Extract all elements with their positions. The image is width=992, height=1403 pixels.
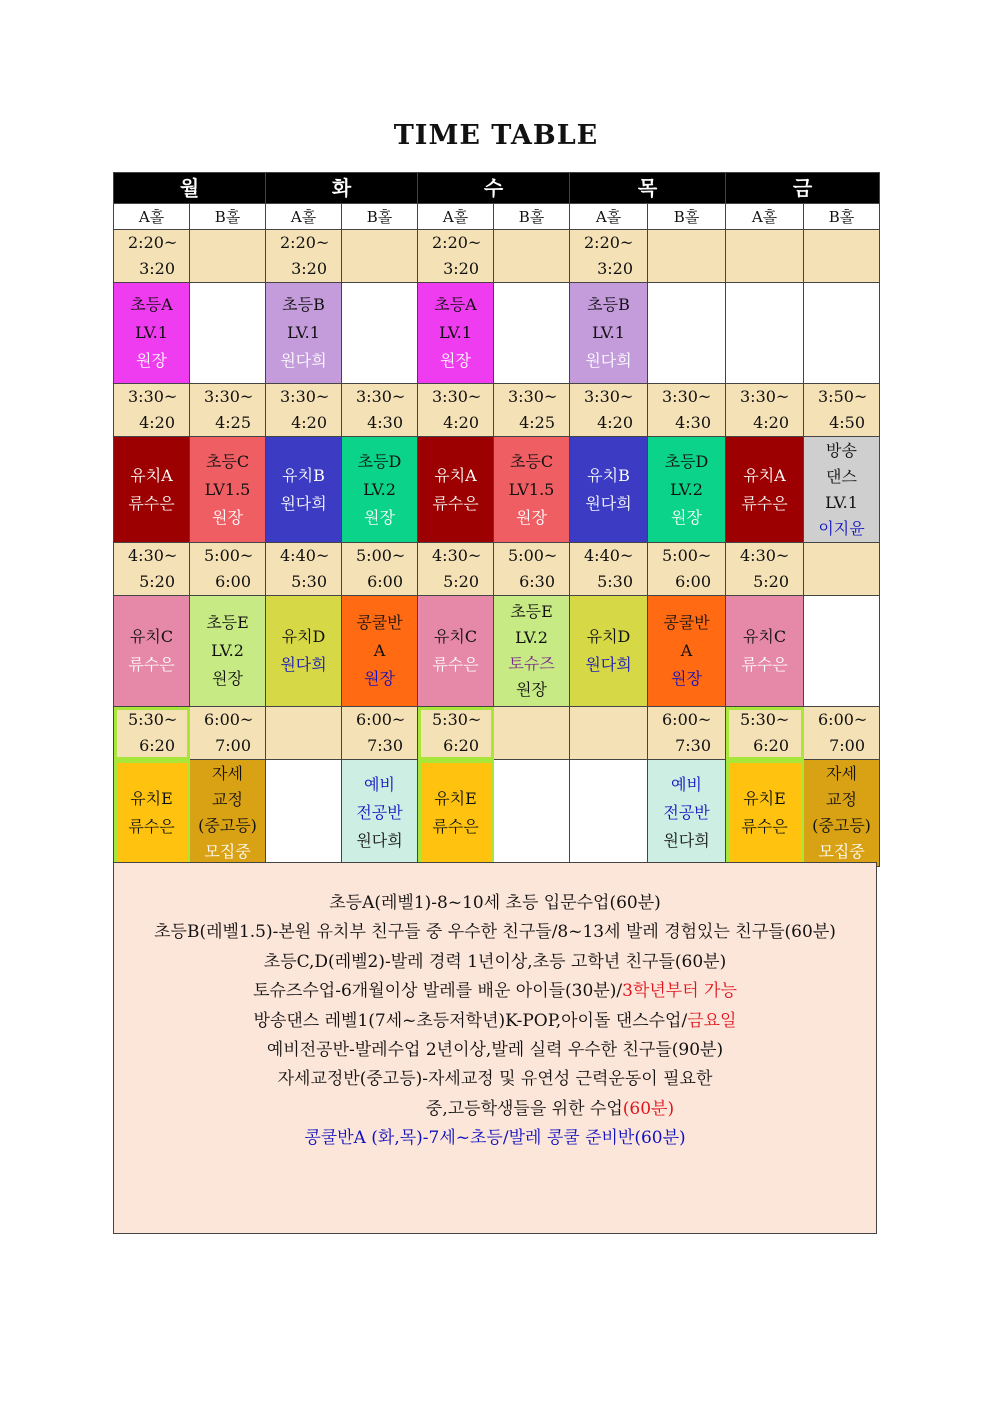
time-end: 4:25 <box>215 413 251 432</box>
time-start: 4:30~ <box>432 546 482 565</box>
time-slot <box>266 230 342 283</box>
time-start: 6:00~ <box>662 710 712 729</box>
time-start: 4:40~ <box>584 546 634 565</box>
time-slot <box>418 543 494 596</box>
time-end: 3:20 <box>291 259 327 278</box>
time-end: 4:20 <box>597 413 633 432</box>
class-cell <box>342 596 418 707</box>
time-start: 3:30~ <box>740 387 790 406</box>
time-slot <box>570 230 648 283</box>
time-start: 5:00~ <box>356 546 406 565</box>
class-cell <box>190 437 266 543</box>
hall-label: A홀 <box>266 204 342 230</box>
class-cell <box>648 760 726 867</box>
class-text: 초등D <box>664 451 709 471</box>
note-line <box>114 1036 876 1065</box>
class-cell-empty <box>494 283 570 384</box>
time-slot <box>726 543 804 596</box>
note-line <box>114 948 876 977</box>
class-text: 원다희 <box>585 655 632 674</box>
class-text: 초등A <box>434 295 477 314</box>
time-start: 3:30~ <box>508 387 558 406</box>
time-start: 2:20~ <box>128 233 178 252</box>
class-text: 댄스 <box>826 466 857 486</box>
class-cell <box>418 760 494 867</box>
class-text: 콩쿨반 <box>663 613 710 632</box>
class-text: 자세 <box>826 764 857 783</box>
note-highlight: 3학년부터 가능 <box>622 981 737 1002</box>
class-text: 원다희 <box>356 831 403 850</box>
hall-label: A홀 <box>726 204 804 230</box>
time-slot <box>570 543 648 596</box>
class-text: 유치B <box>587 465 630 485</box>
time-start: 4:30~ <box>128 546 178 565</box>
time-slot <box>648 543 726 596</box>
hall-label: A홀 <box>570 204 648 230</box>
class-text: 모집중 <box>818 842 865 861</box>
time-end: 6:20 <box>139 736 175 755</box>
time-slot-empty <box>648 230 726 283</box>
class-text: 이지윤 <box>818 518 865 538</box>
time-end: 5:20 <box>753 572 789 591</box>
class-text: (중고등) <box>812 816 871 835</box>
time-start: 2:20~ <box>584 233 634 252</box>
time-start: 5:00~ <box>508 546 558 565</box>
class-text: 원다희 <box>280 493 327 513</box>
time-slot <box>342 707 418 760</box>
time-slot <box>190 543 266 596</box>
note-line <box>114 918 876 947</box>
class-text: 류수은 <box>432 655 479 674</box>
time-start: 6:00~ <box>204 710 254 729</box>
hall-label: B홀 <box>494 204 570 230</box>
time-end: 7:30 <box>675 736 711 755</box>
time-slot <box>190 707 266 760</box>
class-text: 류수은 <box>741 655 788 674</box>
time-start: 3:30~ <box>432 387 482 406</box>
class-text: 유치C <box>742 627 787 646</box>
class-text: LV1.5 <box>204 479 251 499</box>
class-text: 교정 <box>826 790 857 809</box>
class-text: 원장 <box>364 507 395 527</box>
day-header-row <box>114 173 880 204</box>
class-text: 유치A <box>743 465 786 485</box>
time-slot <box>804 384 880 437</box>
time-slot <box>726 707 804 760</box>
time-slot-empty <box>266 707 342 760</box>
day-mon: 월 <box>114 173 266 204</box>
time-start: 4:40~ <box>280 546 330 565</box>
class-text: 초등B <box>587 295 630 314</box>
time-end: 4:20 <box>753 413 789 432</box>
time-end: 7:00 <box>829 736 865 755</box>
time-slot <box>804 707 880 760</box>
time-end: 5:30 <box>291 572 327 591</box>
class-cell <box>726 596 804 707</box>
class-text: 류수은 <box>128 655 175 674</box>
class-text: A <box>680 641 693 660</box>
class-text: 유치D <box>281 627 326 646</box>
class-text: 초등C <box>509 451 554 471</box>
hall-label: A홀 <box>418 204 494 230</box>
time-start: 3:30~ <box>280 387 330 406</box>
class-notes <box>113 862 877 1234</box>
time-end: 4:30 <box>675 413 711 432</box>
class-cell <box>114 760 190 867</box>
time-slot <box>114 230 190 283</box>
hall-label: B홀 <box>648 204 726 230</box>
time-end: 4:30 <box>367 413 403 432</box>
class-cell-empty <box>804 283 880 384</box>
class-cell <box>726 760 804 867</box>
time-start: 2:20~ <box>280 233 330 252</box>
time-row <box>114 543 880 596</box>
note-text: 중,고등학생들을 위한 수업 <box>425 1098 623 1119</box>
note-text: 초등C,D(레벨2)-발레 경력 1년이상,초등 고학년 친구들(60분) <box>263 951 727 972</box>
class-text: 원장 <box>212 669 243 688</box>
class-cell <box>266 596 342 707</box>
class-cell <box>342 760 418 867</box>
class-text: 전공반 <box>663 803 710 822</box>
class-text: (중고등) <box>198 816 257 835</box>
class-cell-empty <box>494 760 570 867</box>
time-slot-empty <box>190 230 266 283</box>
class-text: 초등B <box>282 295 325 314</box>
time-end: 7:00 <box>215 736 251 755</box>
time-row <box>114 230 880 283</box>
time-slot <box>342 384 418 437</box>
time-slot <box>190 384 266 437</box>
time-end: 4:50 <box>829 413 865 432</box>
time-slot <box>418 230 494 283</box>
time-start: 5:00~ <box>204 546 254 565</box>
time-end: 5:20 <box>139 572 175 591</box>
time-end: 6:00 <box>215 572 251 591</box>
note-highlight: 금요일 <box>687 1010 737 1031</box>
class-text: 원다희 <box>585 493 632 513</box>
class-cell <box>648 596 726 707</box>
class-cell <box>190 596 266 707</box>
time-end: 7:30 <box>367 736 403 755</box>
time-slot <box>494 543 570 596</box>
note-text: 예비전공반-발레수업 2년이상,발레 실력 우수한 친구들(90분) <box>266 1040 724 1061</box>
time-start: 4:30~ <box>740 546 790 565</box>
time-end: 3:20 <box>597 259 633 278</box>
time-start: 6:00~ <box>818 710 868 729</box>
time-end: 5:30 <box>597 572 633 591</box>
hall-label: B홀 <box>342 204 418 230</box>
class-text: 전공반 <box>356 803 403 822</box>
time-slot <box>114 543 190 596</box>
class-text: 유치E <box>743 789 786 808</box>
class-text: 류수은 <box>741 493 788 513</box>
class-cell <box>570 596 648 707</box>
class-text: 원장 <box>516 680 547 699</box>
hall-header-row <box>114 204 880 230</box>
time-slot <box>266 384 342 437</box>
class-text: 자세 <box>212 764 243 783</box>
class-cell <box>114 283 190 384</box>
class-text: 유치A <box>434 465 477 485</box>
time-slot <box>570 384 648 437</box>
note-text: 토슈즈수업-6개월이상 발레를 배운 아이들(30분)/ <box>253 981 623 1002</box>
class-cell <box>190 760 266 867</box>
time-end: 3:20 <box>443 259 479 278</box>
class-cell <box>726 437 804 543</box>
class-text: 류수은 <box>128 493 175 513</box>
class-text: 원장 <box>364 669 395 688</box>
class-cell-empty <box>648 283 726 384</box>
class-cell-empty <box>570 760 648 867</box>
class-cell-empty <box>190 283 266 384</box>
time-row <box>114 707 880 760</box>
day-thu: 목 <box>570 173 726 204</box>
time-end: 3:20 <box>139 259 175 278</box>
class-text: LV.1 <box>439 323 472 342</box>
note-line <box>114 1065 876 1094</box>
day-wed: 수 <box>418 173 570 204</box>
class-text: 원장 <box>516 507 547 527</box>
time-end: 6:00 <box>675 572 711 591</box>
class-text: 유치E <box>130 789 173 808</box>
class-text: LV.2 <box>211 641 244 660</box>
class-text: 원장 <box>440 351 471 370</box>
class-text: 류수은 <box>128 817 175 836</box>
time-start: 3:30~ <box>356 387 406 406</box>
time-slot-empty <box>570 707 648 760</box>
time-slot <box>726 384 804 437</box>
time-slot-empty <box>726 230 804 283</box>
note-line <box>114 1124 876 1153</box>
timetable <box>113 172 880 867</box>
time-row <box>114 384 880 437</box>
class-text: 류수은 <box>432 493 479 513</box>
time-start: 3:30~ <box>584 387 634 406</box>
note-text: 자세교정반(중고등)-자세교정 및 유연성 근력운동이 필요한 <box>277 1069 713 1090</box>
time-start: 5:30~ <box>128 710 178 729</box>
class-cell <box>418 283 494 384</box>
class-text: 원장 <box>136 351 167 370</box>
time-start: 2:20~ <box>432 233 482 252</box>
time-slot <box>342 543 418 596</box>
class-text: 초등A <box>130 295 173 314</box>
time-end: 4:20 <box>443 413 479 432</box>
note-line <box>114 889 876 918</box>
class-text: A <box>373 641 386 660</box>
class-text: 류수은 <box>432 817 479 836</box>
class-cell <box>494 596 570 707</box>
class-cell <box>804 437 880 543</box>
class-row <box>114 283 880 384</box>
time-slot-empty <box>494 707 570 760</box>
time-slot <box>266 543 342 596</box>
time-start: 5:30~ <box>740 710 790 729</box>
class-cell <box>266 437 342 543</box>
class-text: 유치C <box>129 627 174 646</box>
class-text: 교정 <box>212 790 243 809</box>
class-cell <box>570 437 648 543</box>
class-text: 초등E <box>206 613 249 632</box>
class-cell <box>418 437 494 543</box>
class-text: 방송 <box>826 440 857 460</box>
class-cell <box>114 596 190 707</box>
time-start: 5:00~ <box>662 546 712 565</box>
time-start: 3:30~ <box>128 387 178 406</box>
class-text: 유치A <box>130 465 173 485</box>
class-text: 원다희 <box>585 351 632 370</box>
hall-label: B홀 <box>804 204 880 230</box>
class-text: 모집중 <box>204 842 251 861</box>
time-end: 4:20 <box>291 413 327 432</box>
hall-label: A홀 <box>114 204 190 230</box>
time-start: 5:30~ <box>432 710 482 729</box>
time-slot <box>418 707 494 760</box>
class-text: 콩쿨반 <box>356 613 403 632</box>
class-text: LV1.5 <box>508 479 555 499</box>
note-text: 방송댄스 레벨1(7세~초등저학년)K-POP,아이돌 댄스수업/ <box>253 1010 688 1031</box>
class-text: 초등E <box>510 602 553 621</box>
class-text: 유치B <box>282 465 325 485</box>
class-row <box>114 437 880 543</box>
time-slot <box>494 384 570 437</box>
class-text: 원다희 <box>280 351 327 370</box>
class-text: 원다희 <box>663 831 710 850</box>
time-slot <box>418 384 494 437</box>
class-text: 유치E <box>434 789 477 808</box>
time-start: 3:30~ <box>662 387 712 406</box>
class-text: 예비 <box>364 775 395 794</box>
note-line <box>114 1007 876 1036</box>
class-text: 유치C <box>433 627 478 646</box>
time-slot-empty <box>804 230 880 283</box>
day-tue: 화 <box>266 173 418 204</box>
class-text: 원다희 <box>280 655 327 674</box>
time-end: 6:30 <box>519 572 555 591</box>
class-text: 원장 <box>671 669 702 688</box>
class-cell-empty <box>726 283 804 384</box>
class-cell-empty <box>342 283 418 384</box>
class-cell <box>342 437 418 543</box>
class-row <box>114 596 880 707</box>
class-text: LV.2 <box>515 628 548 647</box>
class-cell <box>494 437 570 543</box>
note-line <box>114 1095 876 1124</box>
class-cell-empty <box>804 596 880 707</box>
time-slot-empty <box>804 543 880 596</box>
class-text: 원장 <box>671 507 702 527</box>
time-start: 3:30~ <box>204 387 254 406</box>
class-text: LV.1 <box>287 323 320 342</box>
class-row <box>114 760 880 867</box>
time-end: 5:20 <box>443 572 479 591</box>
time-slot <box>114 707 190 760</box>
class-text: LV.1 <box>135 323 168 342</box>
time-start: 3:50~ <box>818 387 868 406</box>
class-cell-empty <box>266 760 342 867</box>
time-slot <box>114 384 190 437</box>
class-cell <box>648 437 726 543</box>
class-cell <box>570 283 648 384</box>
time-end: 6:20 <box>753 736 789 755</box>
time-slot-empty <box>342 230 418 283</box>
class-text: 원장 <box>212 507 243 527</box>
note-text: 콩쿨반A (화,목)-7세~초등/발레 콩쿨 준비반(60분) <box>304 1128 686 1149</box>
time-slot <box>648 707 726 760</box>
note-text: 초등B(레벨1.5)-본원 유치부 친구들 중 우수한 친구들/8~13세 발레 경험있는 친구들(60분) <box>154 922 836 943</box>
note-text: 초등A(레벨1)-8~10세 초등 입문수업(60분) <box>329 893 661 913</box>
time-end: 4:20 <box>139 413 175 432</box>
time-slot <box>648 384 726 437</box>
note-highlight: (60분) <box>622 1098 675 1119</box>
class-text: 유치D <box>586 627 631 646</box>
class-text: 예비 <box>671 775 702 794</box>
note-line <box>114 977 876 1006</box>
time-end: 6:20 <box>443 736 479 755</box>
time-end: 4:25 <box>519 413 555 432</box>
class-text: 초등D <box>357 451 402 471</box>
day-fri: 금 <box>726 173 880 204</box>
class-cell <box>418 596 494 707</box>
class-text: LV.1 <box>592 323 625 342</box>
class-cell <box>266 283 342 384</box>
class-text: LV.2 <box>363 479 396 499</box>
hall-label: B홀 <box>190 204 266 230</box>
class-text: LV.2 <box>670 479 703 499</box>
class-text: 토슈즈 <box>508 654 555 673</box>
time-slot-empty <box>494 230 570 283</box>
class-cell <box>114 437 190 543</box>
class-text: 류수은 <box>741 817 788 836</box>
class-text: LV.1 <box>825 492 858 512</box>
time-end: 6:00 <box>367 572 403 591</box>
class-cell <box>804 760 880 867</box>
class-text: 초등C <box>205 451 250 471</box>
page-title: TIME TABLE <box>393 120 599 151</box>
time-start: 6:00~ <box>356 710 406 729</box>
